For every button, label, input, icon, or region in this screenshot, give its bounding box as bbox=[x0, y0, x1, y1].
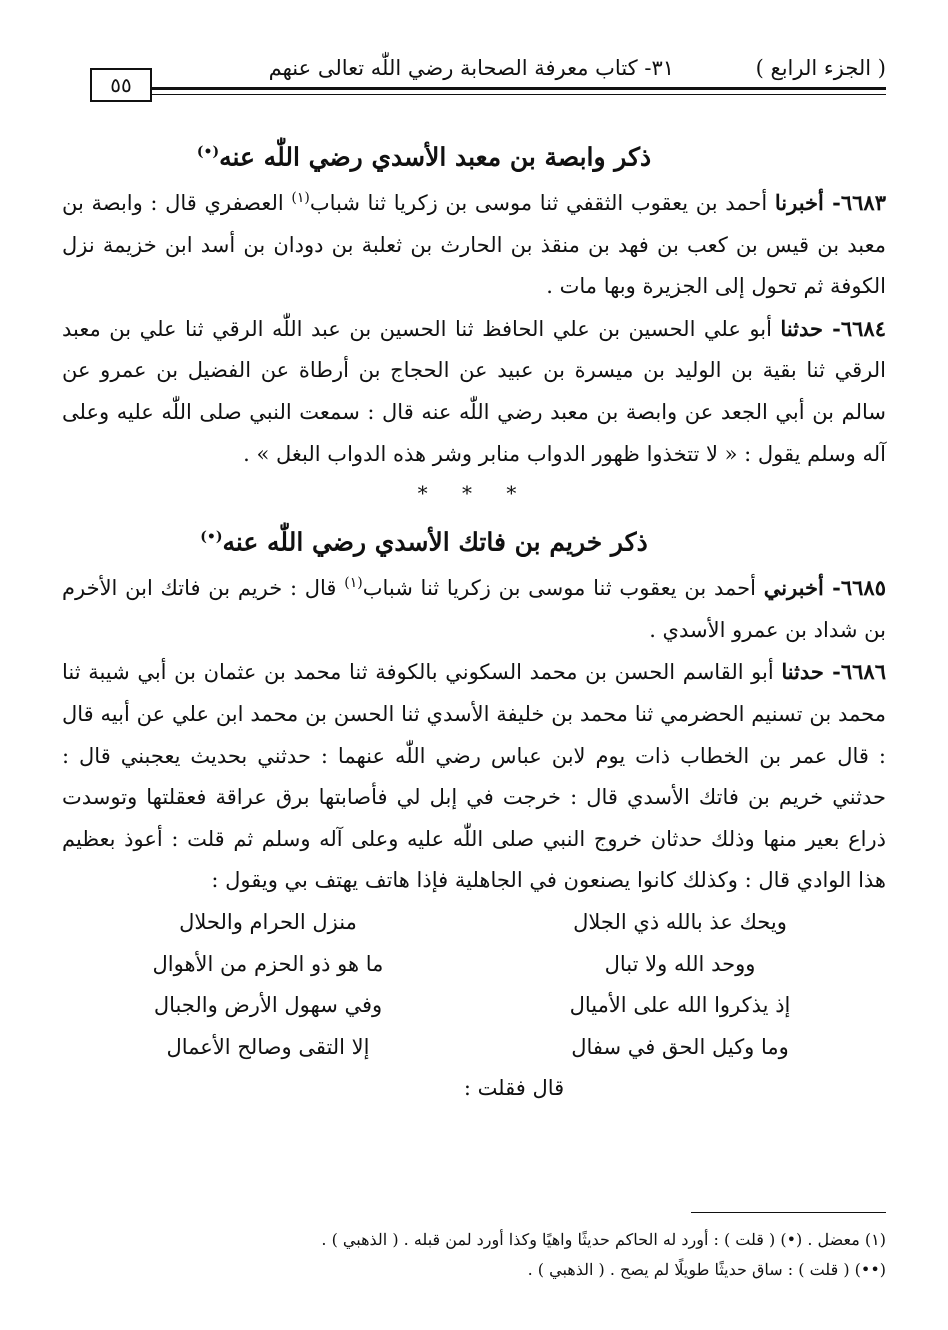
poem-verse bbox=[62, 1027, 886, 1069]
hadith-lead: - أخبرني bbox=[763, 575, 841, 601]
footnote: (١) معضل . (•) ( قلت ) : أورد له الحاكم حديثًا واهيًا وكذا أورد لمن قبله . ( الذهبي ) . bbox=[321, 1230, 886, 1249]
verse-first-hemistich: ويحك عذ بالله ذي الجلال bbox=[573, 909, 787, 934]
poem-verse bbox=[62, 902, 886, 944]
section-heading bbox=[62, 126, 886, 178]
hadith-text: أحمد بن يعقوب الثقفي ثنا موسى بن زكريا ثنا شباب bbox=[309, 191, 775, 215]
section-heading-text: ذكر وابصة بن معبد الأسدي رضي اللّٰه عنه bbox=[219, 142, 652, 172]
heading-footnote-mark: (•) bbox=[196, 144, 220, 160]
hadith-lead: - حدثنا bbox=[780, 315, 841, 341]
footnote: (••) ( قلت ) : ساق حديثًا طويلًا لم يصح . ( الذهبي ) . bbox=[527, 1260, 886, 1279]
poem bbox=[62, 902, 886, 1110]
after-poem-text: قال فقلت : bbox=[463, 1076, 565, 1101]
section-heading-text: ذكر خريم بن فاتك الأسدي رضي اللّٰه عنه bbox=[222, 527, 648, 557]
poem-verse bbox=[62, 985, 886, 1027]
hadith-lead: - أخبرنا bbox=[774, 190, 841, 215]
hadith-text: قال : خريم بن فاتك ابن الأخرم بن شداد بن عمرو الأسدي . bbox=[62, 576, 886, 642]
verse-second-hemistich: ما هو ذو الحزم من الأهوال bbox=[152, 951, 384, 976]
verse-first-hemistich: وما وكيل الحق في سفال bbox=[571, 1034, 789, 1059]
hadith-text: أبو القاسم الحسن بن محمد السكوني بالكوفة ثنا محمد بن عثمان بن أبي شيبة ثنا محمد بن تسنيم الحضرمي ثنا محمد بن خليفة الأسدي ثنا الحسن بن محمد ابن علي عن أبيه قال : قال عمر بن الخطاب ذات يوم لابن عباس رضي اللّٰه عنهما : حدثني بحديث يعجبني قال : حدثني خريم بن فاتك الأسدي قال : خرجت في إبل لي فأصابتها برق عراقة فعقلتها وتوسدت ذراع بعير منها وذلك حدثان خروج النبي صلى اللّٰه عليه وعلى آله وسلم ثم قلت : أعوذ بعظيم هذا الوادي قال : وكذلك كانوا يصنعون في الجاهلية فإذا هاتف يهتف بي ويقول : bbox=[62, 660, 886, 893]
page-number: ٥٥ bbox=[90, 68, 152, 102]
verse-second-hemistich: منزل الحرام والحلال bbox=[179, 909, 357, 934]
book-title: ٣١- كتاب معرفة الصحابة رضي اللّٰه تعالى عنهم bbox=[268, 56, 674, 80]
hadith bbox=[62, 651, 886, 902]
hadith-text: العصفري قال : وابصة بن معبد بن قيس بن كعب بن فهد بن منقذ بن الحارث بن ثعلبة بن دودان بن أسد ابن خزيمة نزل الكوفة ثم تحول إلى الجزيرة وبها مات . bbox=[62, 191, 886, 299]
hadith bbox=[62, 308, 886, 475]
hadith-lead: - حدثنا bbox=[781, 659, 841, 685]
footnote-ref: (١) bbox=[344, 575, 363, 592]
section-heading bbox=[62, 511, 886, 563]
hadith-text: أحمد بن يعقوب ثنا موسى بن زكريا ثنا شباب bbox=[362, 576, 764, 601]
poem-verse bbox=[62, 944, 886, 986]
footnotes bbox=[62, 1225, 886, 1285]
volume-label: ( الجزء الرابع ) bbox=[755, 56, 886, 80]
verse-first-hemistich: إذ يذكروا الله على الأميال bbox=[569, 993, 791, 1018]
section-separator: * * * bbox=[417, 481, 531, 506]
header-rule-thick bbox=[152, 87, 886, 90]
footnote-rule bbox=[691, 1212, 886, 1213]
verse-second-hemistich: وفي سهول الأرض والجبال bbox=[153, 993, 383, 1018]
hadith-number: ٦٦٨٦ bbox=[840, 659, 886, 685]
verse-second-hemistich: إلا التقى وصالح الأعمال bbox=[166, 1034, 370, 1059]
footnote-ref: (١) bbox=[291, 190, 310, 206]
verse-first-hemistich: ووحد الله ولا تبال bbox=[604, 951, 756, 976]
page-header bbox=[90, 50, 886, 100]
hadith-number: ٦٦٨٣ bbox=[840, 190, 886, 215]
page-body bbox=[62, 126, 886, 1110]
heading-footnote-mark: (•) bbox=[200, 529, 223, 546]
header-rule-thin bbox=[152, 94, 886, 95]
hadith bbox=[62, 563, 886, 651]
hadith-text: أبو علي الحسين بن علي الحافظ ثنا الحسين بن عبد اللّٰه الرقي ثنا علي بن معبد الرقي ثنا بقية بن الوليد بن ميسرة بن عبيد عن الحجاج بن أرطاة عن الفضيل بن عمرو عن سالم بن أبي الجعد عن وابصة بن معبد رضي اللّٰه عنه قال : سمعت النبي صلى اللّٰه عليه وعلى آله وسلم يقول : « لا تتخذوا ظهور الدواب منابر وشر هذه الدواب البغل » . bbox=[62, 316, 886, 466]
hadith-number: ٦٦٨٤ bbox=[840, 315, 886, 341]
hadith bbox=[62, 178, 886, 308]
hadith-number: ٦٦٨٥ bbox=[840, 575, 886, 601]
